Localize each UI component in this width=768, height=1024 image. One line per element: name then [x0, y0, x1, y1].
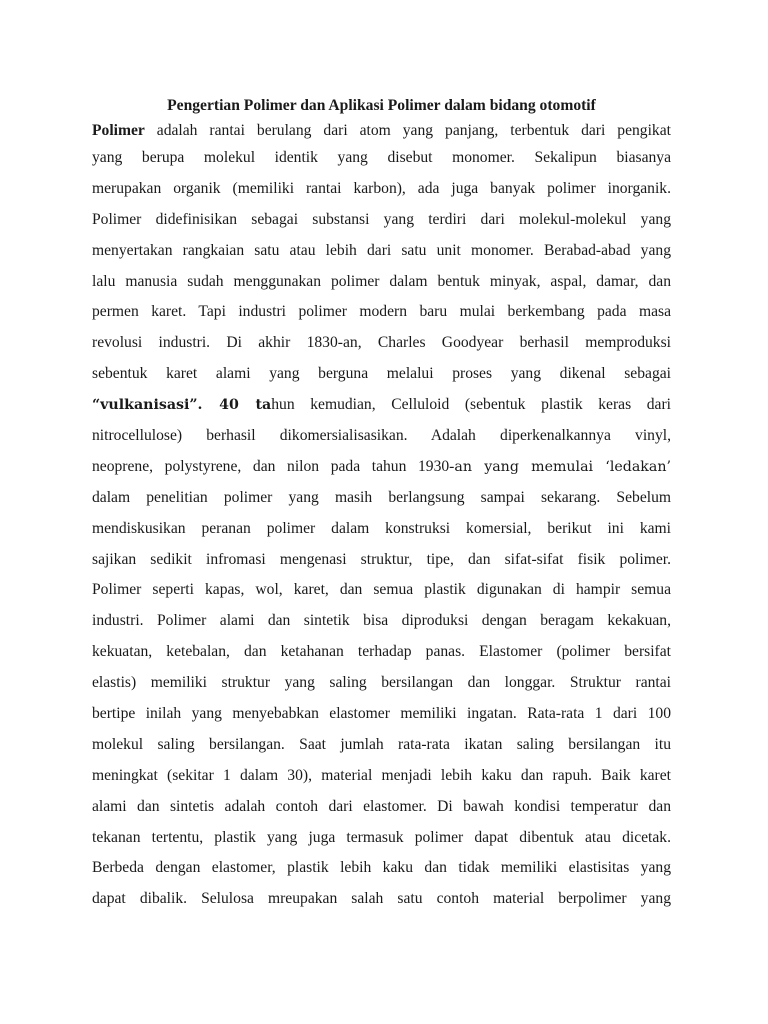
- text-line: bertipe inilah yang menyebabkan elastomer memiliki ingatan. Rata-rata 1 dari 100: [92, 705, 671, 723]
- text-line: molekul saling bersilangan. Saat jumlah rata-rata ikatan saling bersilangan itu: [92, 735, 671, 753]
- text-line: Berbeda dengan elastomer, plastik lebih kaku dan tidak memiliki elastisitas yang: [92, 859, 671, 877]
- ledakan-term: an yang memulai ‘ledakan’: [454, 458, 671, 475]
- text-line: permen karet. Tapi industri polimer modern baru mulai berkembang pada masa: [92, 303, 671, 321]
- text-line-content: hun kemudian, Celluloid (sebentuk plastik keras dari: [271, 396, 671, 414]
- text-line: menyertakan rangkaian satu atau lebih dari satu unit monomer. Berabad-abad yang: [92, 241, 671, 259]
- document-title: Pengertian Polimer dan Aplikasi Polimer dalam bidang otomotif: [167, 97, 596, 114]
- text-line: sajikan sedikit infromasi mengenasi struktur, tipe, dan sifat-sifat fisik polimer.: [92, 550, 671, 568]
- text-line: dapat dibalik. Selulosa mreupakan salah satu contoh material berpolimer yang: [92, 890, 671, 908]
- text-line: meningkat (sekitar 1 dalam 30), material menjadi lebih kaku dan rapuh. Baik karet: [92, 766, 671, 784]
- text-line: kekuatan, ketebalan, dan ketahanan terhadap panas. Elastomer (polimer bersifat: [92, 643, 671, 661]
- text-line: [92, 118, 671, 143]
- text-line: tekanan tertentu, plastik yang juga termasuk polimer dapat dibentuk atau dicetak.: [92, 828, 671, 846]
- text-line: nitrocellulose) berhasil dikomersialisasikan. Adalah diperkenalkannya vinyl,: [92, 427, 671, 445]
- text-line-content: neoprene, polystyrene, dan nilon pada tahun 1930-: [92, 457, 455, 475]
- text-line-content: adalah rantai berulang dari atom yang panjang, terbentuk dari pengikat: [144, 122, 671, 139]
- text-line: sebentuk karet alami yang berguna melalui proses yang dikenal sebagai: [92, 365, 671, 383]
- vulkanisasi-term: “vulkanisasi”. 40 ta: [92, 397, 272, 414]
- text-line: lalu manusia sudah menggunakan polimer dalam bentuk minyak, aspal, damar, dan: [92, 272, 671, 290]
- text-line: Polimer seperti kapas, wol, karet, dan semua plastik digunakan di hampir semua: [92, 581, 671, 599]
- text-line: mendiskusikan peranan polimer dalam konstruksi komersial, berikut ini kami: [92, 519, 671, 537]
- text-line: [92, 390, 671, 421]
- intro-term: Polimer: [92, 122, 145, 139]
- text-line: dalam penelitian polimer yang masih berlangsung sampai sekarang. Sebelum: [92, 488, 671, 506]
- document-text-block: [88, 92, 680, 937]
- text-line: elastis) memiliki struktur yang saling bersilangan dan longgar. Struktur rantai: [92, 674, 671, 692]
- text-line: revolusi industri. Di akhir 1830-an, Charles Goodyear berhasil memproduksi: [92, 334, 671, 352]
- text-line: yang berupa molekul identik yang disebut monomer. Sekalipun biasanya: [92, 149, 671, 166]
- text-line: [92, 452, 671, 483]
- text-line: industri. Polimer alami dan sintetik bisa diproduksi dengan beragam kekakuan,: [92, 612, 671, 630]
- text-line: alami dan sintetis adalah contoh dari elastomer. Di bawah kondisi temperatur dan: [92, 797, 671, 815]
- text-line: Polimer didefinisikan sebagai substansi yang terdiri dari molekul-molekul yang: [92, 210, 671, 228]
- text-line: merupakan organik (memiliki rantai karbon), ada juga banyak polimer inorganik.: [92, 179, 671, 197]
